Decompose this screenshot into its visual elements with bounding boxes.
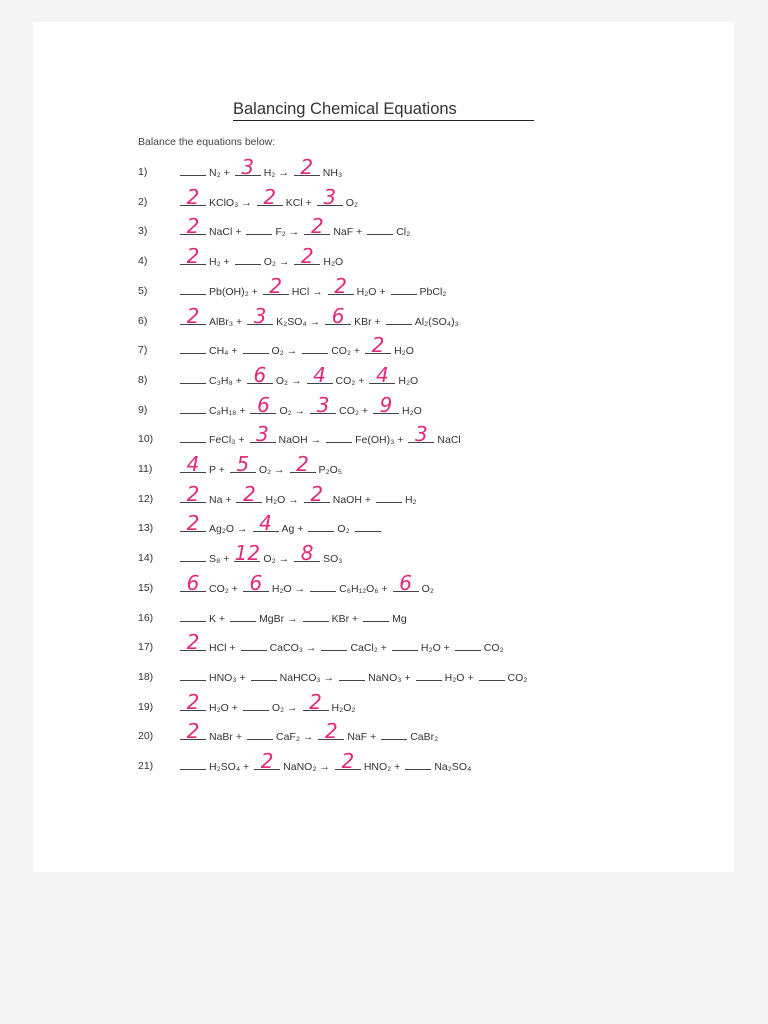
handwritten-coefficient: 9 — [379, 392, 393, 417]
handwritten-coefficient: 2 — [186, 630, 200, 655]
coefficient-blank[interactable] — [304, 214, 330, 239]
coefficient-blank[interactable] — [304, 481, 330, 506]
handwritten-coefficient: 2 — [309, 689, 322, 714]
species: NaCl — [437, 434, 461, 447]
equation — [180, 481, 422, 511]
species: O₂ — [337, 523, 350, 536]
coefficient-blank[interactable] — [246, 223, 272, 235]
equation — [180, 362, 423, 392]
coefficient-blank[interactable] — [180, 214, 206, 239]
species: CO₂ + — [209, 582, 238, 595]
species: HCl + — [209, 642, 236, 655]
equation-number: 15) — [138, 581, 154, 594]
equation-row — [138, 392, 608, 422]
equation-row — [138, 184, 608, 214]
coefficient-blank[interactable] — [180, 402, 206, 414]
coefficient-blank[interactable] — [243, 570, 269, 595]
equation-number: 5) — [138, 284, 148, 297]
species: KCl + — [285, 196, 312, 209]
species: Na₂SO₄ — [434, 761, 472, 773]
species: NaF + — [333, 226, 363, 239]
equation-row — [138, 689, 608, 719]
handwritten-coefficient: 2 — [301, 244, 314, 269]
coefficient-blank[interactable] — [355, 520, 381, 532]
coefficient-blank[interactable] — [373, 392, 399, 417]
equation-row — [138, 244, 608, 273]
coefficient-blank[interactable] — [230, 452, 256, 476]
equation — [180, 273, 451, 303]
equation-number: 9) — [138, 403, 148, 416]
handwritten-coefficient: 2 — [186, 511, 200, 536]
equation-number: 19) — [138, 700, 154, 713]
species: KBr + — [331, 612, 359, 625]
species: NaNO₂ → — [283, 761, 330, 773]
coefficient-blank[interactable] — [180, 719, 206, 744]
species: CO₂ — [507, 671, 528, 684]
handwritten-coefficient: 3 — [253, 303, 267, 328]
species: Ag₂O → — [209, 523, 248, 536]
coefficient-blank[interactable] — [251, 669, 277, 681]
equation — [180, 214, 415, 243]
coefficient-blank[interactable] — [408, 422, 434, 447]
equation-number: 10) — [138, 433, 154, 446]
coefficient-blank[interactable] — [310, 392, 336, 417]
species: PbCl₂ — [419, 285, 447, 298]
handwritten-coefficient: 3 — [316, 392, 330, 417]
equation-row — [138, 630, 608, 659]
handwritten-coefficient: 6 — [331, 303, 345, 328]
coefficient-blank[interactable] — [180, 431, 206, 443]
species: Al₂(SO₄)₃ — [414, 315, 459, 328]
species: HNO₂ + — [363, 761, 401, 773]
equation — [180, 749, 476, 778]
coefficient-blank[interactable] — [326, 431, 352, 443]
species: Na + — [209, 493, 232, 506]
equation — [180, 333, 419, 362]
species: F₂ → — [275, 226, 300, 239]
equation-row — [138, 452, 608, 481]
species: Pb(OH)₂ + — [209, 285, 258, 298]
coefficient-blank[interactable] — [310, 580, 336, 592]
species: H₂O + — [420, 642, 450, 655]
equation — [180, 392, 427, 422]
handwritten-coefficient: 2 — [186, 481, 200, 506]
handwritten-coefficient: 2 — [260, 749, 274, 773]
handwritten-coefficient: 2 — [269, 273, 283, 298]
species: NH₃ — [322, 167, 343, 179]
coefficient-blank[interactable] — [308, 520, 334, 532]
coefficient-blank[interactable] — [455, 639, 481, 651]
coefficient-blank[interactable] — [247, 362, 273, 387]
coefficient-blank[interactable] — [250, 422, 276, 447]
page-title: Balancing Chemical Equations — [233, 100, 534, 121]
handwritten-coefficient: 2 — [334, 273, 347, 298]
coefficient-blank[interactable] — [386, 313, 412, 325]
species: O₂ → — [271, 345, 298, 358]
species: Cl₂ — [396, 226, 411, 239]
equation-number: 20) — [138, 730, 154, 743]
species: H₂O + — [444, 671, 474, 684]
handwritten-coefficient: 2 — [186, 214, 200, 239]
equation — [180, 689, 360, 719]
handwritten-coefficient: 2 — [186, 719, 200, 744]
coefficient-blank[interactable] — [335, 749, 361, 773]
species: CH₄ + — [209, 345, 238, 358]
species: H₂O — [394, 345, 414, 358]
species: CO₂ — [483, 642, 504, 655]
handwritten-coefficient: 4 — [313, 362, 326, 387]
species: O₂ — [421, 582, 434, 595]
handwritten-coefficient: 6 — [253, 362, 267, 387]
species: KBr + — [354, 315, 381, 328]
species: O₂ → — [275, 374, 302, 387]
equation-number: 14) — [138, 552, 154, 565]
coefficient-blank[interactable] — [180, 452, 206, 476]
equation — [180, 667, 532, 689]
instructions: Balance the equations below: — [138, 136, 276, 148]
equation-number: 2) — [138, 195, 148, 208]
species: P + — [209, 464, 225, 476]
species: Fe(OH)₃ + — [355, 434, 404, 447]
coefficient-blank[interactable] — [325, 303, 351, 328]
equation-number: 6) — [138, 314, 148, 327]
handwritten-coefficient: 2 — [243, 481, 256, 506]
coefficient-blank[interactable] — [391, 283, 417, 295]
coefficient-blank[interactable] — [235, 253, 261, 265]
coefficient-blank[interactable] — [339, 669, 365, 681]
handwritten-coefficient: 2 — [263, 184, 277, 209]
coefficient-blank[interactable] — [303, 610, 329, 622]
handwritten-coefficient: 4 — [259, 511, 272, 536]
species: CaCl₂ + — [350, 642, 387, 655]
species: Ag + — [281, 523, 304, 536]
species: CaBr₂ — [410, 731, 439, 744]
coefficient-blank[interactable] — [367, 223, 393, 235]
equation — [180, 422, 466, 451]
coefficient-blank[interactable] — [416, 669, 442, 681]
coefficient-blank[interactable] — [363, 610, 389, 622]
equation-number: 8) — [138, 373, 148, 386]
coefficient-blank[interactable] — [230, 610, 256, 622]
coefficient-blank[interactable] — [180, 758, 206, 770]
coefficient-blank[interactable] — [247, 303, 273, 328]
handwritten-coefficient: 2 — [341, 749, 355, 773]
equation — [180, 608, 412, 630]
equation-number: 1) — [138, 166, 148, 178]
handwritten-coefficient: 6 — [186, 570, 200, 595]
equation-row — [138, 667, 608, 689]
coefficient-blank[interactable] — [180, 184, 206, 209]
species: NaF + — [347, 731, 377, 744]
handwritten-coefficient: 2 — [300, 155, 314, 179]
coefficient-blank[interactable] — [180, 630, 206, 655]
equation — [180, 452, 347, 481]
equation-row — [138, 155, 608, 184]
coefficient-blank[interactable] — [257, 184, 283, 209]
equation — [180, 155, 347, 184]
coefficient-blank[interactable] — [234, 541, 261, 566]
species: O₂ → — [271, 701, 298, 714]
handwritten-coefficient: 2 — [310, 481, 324, 506]
equation — [180, 719, 443, 748]
species: H₂O + — [356, 285, 386, 298]
coefficient-blank[interactable] — [369, 362, 395, 387]
equation-row — [138, 749, 608, 778]
species: K + — [209, 612, 226, 625]
species: P₂O₅ — [318, 464, 343, 476]
equation-row — [138, 570, 608, 600]
equation-number: 18) — [138, 670, 154, 683]
coefficient-blank[interactable] — [235, 155, 261, 179]
species: NaOH + — [332, 493, 371, 506]
species: H₂O — [402, 404, 422, 417]
handwritten-coefficient: 6 — [249, 570, 263, 595]
coefficient-blank[interactable] — [307, 362, 333, 387]
handwritten-coefficient: 2 — [310, 214, 324, 239]
equation-row — [138, 511, 608, 540]
equation-row — [138, 422, 608, 451]
coefficient-blank[interactable] — [294, 541, 320, 566]
coefficient-blank[interactable] — [236, 481, 262, 506]
equation-row — [138, 481, 608, 511]
species: H₂ → — [263, 167, 289, 179]
handwritten-coefficient: 4 — [376, 362, 389, 387]
handwritten-coefficient: 5 — [236, 452, 250, 476]
handwritten-coefficient: 4 — [186, 452, 200, 476]
equation-number: 7) — [138, 344, 148, 357]
coefficient-blank[interactable] — [180, 244, 206, 269]
coefficient-blank[interactable] — [294, 244, 320, 269]
handwritten-coefficient: 2 — [324, 719, 338, 744]
coefficient-blank[interactable] — [321, 639, 347, 651]
species: C₃H₈ + — [209, 374, 242, 387]
equation-number: 13) — [138, 522, 154, 535]
coefficient-blank[interactable] — [180, 303, 206, 328]
handwritten-coefficient: 6 — [399, 570, 412, 595]
handwritten-coefficient: 12 — [234, 541, 261, 566]
coefficient-blank[interactable] — [381, 728, 407, 740]
equation-number: 16) — [138, 611, 154, 624]
equation-number: 21) — [138, 760, 154, 772]
coefficient-blank[interactable] — [247, 728, 273, 740]
species: HNO₃ + — [209, 671, 246, 684]
species: H₂ — [404, 493, 417, 506]
equation — [180, 511, 389, 540]
equation-row — [138, 214, 608, 243]
coefficient-blank[interactable] — [243, 342, 269, 354]
equation-number: 12) — [138, 492, 154, 505]
coefficient-blank[interactable] — [263, 273, 289, 298]
coefficient-blank[interactable] — [180, 511, 206, 536]
equation — [180, 570, 439, 600]
equation — [180, 541, 348, 570]
coefficient-blank[interactable] — [302, 342, 328, 354]
species: CaF₂ → — [275, 731, 314, 744]
handwritten-coefficient: 2 — [186, 184, 200, 209]
species: NaCl + — [209, 226, 242, 239]
equation — [180, 303, 464, 333]
equation-row — [138, 303, 608, 333]
coefficient-blank[interactable] — [180, 283, 206, 295]
coefficient-blank[interactable] — [250, 392, 276, 417]
coefficient-blank[interactable] — [253, 511, 279, 536]
handwritten-coefficient: 3 — [415, 422, 428, 447]
handwritten-coefficient: 2 — [186, 303, 200, 328]
species: H₂O₂ — [331, 701, 356, 714]
equation-row — [138, 333, 608, 362]
coefficient-blank[interactable] — [241, 639, 267, 651]
coefficient-blank[interactable] — [317, 184, 343, 209]
species: C₈H₁₈ + — [209, 404, 246, 417]
species: MgBr → — [259, 612, 298, 625]
coefficient-blank[interactable] — [328, 273, 354, 298]
species: N₂ + — [209, 167, 230, 179]
coefficient-blank[interactable] — [180, 550, 206, 562]
coefficient-blank[interactable] — [180, 342, 206, 354]
equation-number: 17) — [138, 641, 154, 654]
species: AlBr₃ + — [209, 315, 243, 328]
coefficient-blank[interactable] — [180, 689, 206, 714]
species: O₂ → — [279, 404, 306, 417]
species: NaHCO₃ → — [279, 671, 335, 684]
species: S₈ + — [209, 553, 230, 566]
species: H₂ + — [209, 256, 230, 269]
species: CO₂ + — [339, 404, 369, 417]
species: H₂O → — [271, 582, 306, 595]
species: CO₂ + — [331, 345, 361, 358]
coefficient-blank[interactable] — [180, 669, 206, 681]
species: NaBr + — [209, 731, 242, 744]
species: O₂ — [345, 196, 358, 209]
coefficient-blank[interactable] — [479, 669, 505, 681]
handwritten-coefficient: 3 — [256, 422, 269, 447]
equation-row — [138, 719, 608, 748]
handwritten-coefficient: 8 — [300, 541, 314, 566]
coefficient-blank[interactable] — [318, 719, 344, 744]
coefficient-blank[interactable] — [180, 610, 206, 622]
coefficient-blank[interactable] — [294, 155, 320, 179]
species: H₂O → — [265, 493, 299, 506]
coefficient-blank[interactable] — [243, 699, 269, 711]
handwritten-coefficient: 2 — [186, 244, 200, 269]
coefficient-blank[interactable] — [365, 333, 391, 358]
species: O₂ → — [258, 464, 285, 476]
coefficient-blank[interactable] — [180, 481, 206, 506]
coefficient-blank[interactable] — [405, 758, 431, 770]
species: O₂ → — [263, 553, 290, 566]
handwritten-coefficient: 3 — [323, 184, 337, 209]
species: K₂SO₄ → — [276, 315, 321, 328]
handwritten-coefficient: 6 — [257, 392, 270, 417]
coefficient-blank[interactable] — [290, 452, 316, 476]
coefficient-blank[interactable] — [180, 164, 206, 176]
species: Mg — [392, 612, 407, 625]
handwritten-coefficient: 2 — [186, 689, 200, 714]
species: CaCO₃ → — [269, 642, 317, 655]
species: H₂O — [323, 256, 344, 269]
species: C₆H₁₂O₆ + — [339, 582, 388, 595]
equation — [180, 184, 363, 214]
species: CO₂ + — [335, 374, 365, 387]
equation-row — [138, 362, 608, 392]
species: FeCl₃ + — [209, 434, 245, 447]
coefficient-blank[interactable] — [254, 749, 280, 773]
equation-number: 3) — [138, 225, 148, 238]
equation-row — [138, 541, 608, 570]
equation — [180, 244, 348, 273]
species: SO₃ — [323, 553, 343, 566]
handwritten-coefficient: 2 — [296, 452, 309, 476]
species: NaNO₃ + — [368, 671, 411, 684]
equation-number: 11) — [138, 463, 153, 475]
coefficient-blank[interactable] — [303, 689, 329, 714]
coefficient-blank[interactable] — [180, 570, 206, 595]
species: H₂SO₄ + — [209, 761, 250, 773]
coefficient-blank[interactable] — [180, 372, 206, 384]
coefficient-blank[interactable] — [392, 639, 418, 651]
coefficient-blank[interactable] — [393, 570, 419, 595]
equation-number: 4) — [138, 255, 148, 268]
species: H₂O — [398, 374, 419, 387]
equation — [180, 630, 509, 659]
handwritten-coefficient: 2 — [371, 333, 385, 358]
equation-row — [138, 273, 608, 303]
equation-row — [138, 608, 608, 630]
species: O₂ → — [263, 256, 290, 269]
handwritten-coefficient: 3 — [241, 155, 255, 179]
species: H₂O + — [209, 701, 238, 714]
species: KClO₃ → — [209, 196, 252, 209]
species: NaOH → — [278, 434, 322, 447]
coefficient-blank[interactable] — [376, 491, 402, 503]
species: HCl → — [291, 285, 323, 298]
